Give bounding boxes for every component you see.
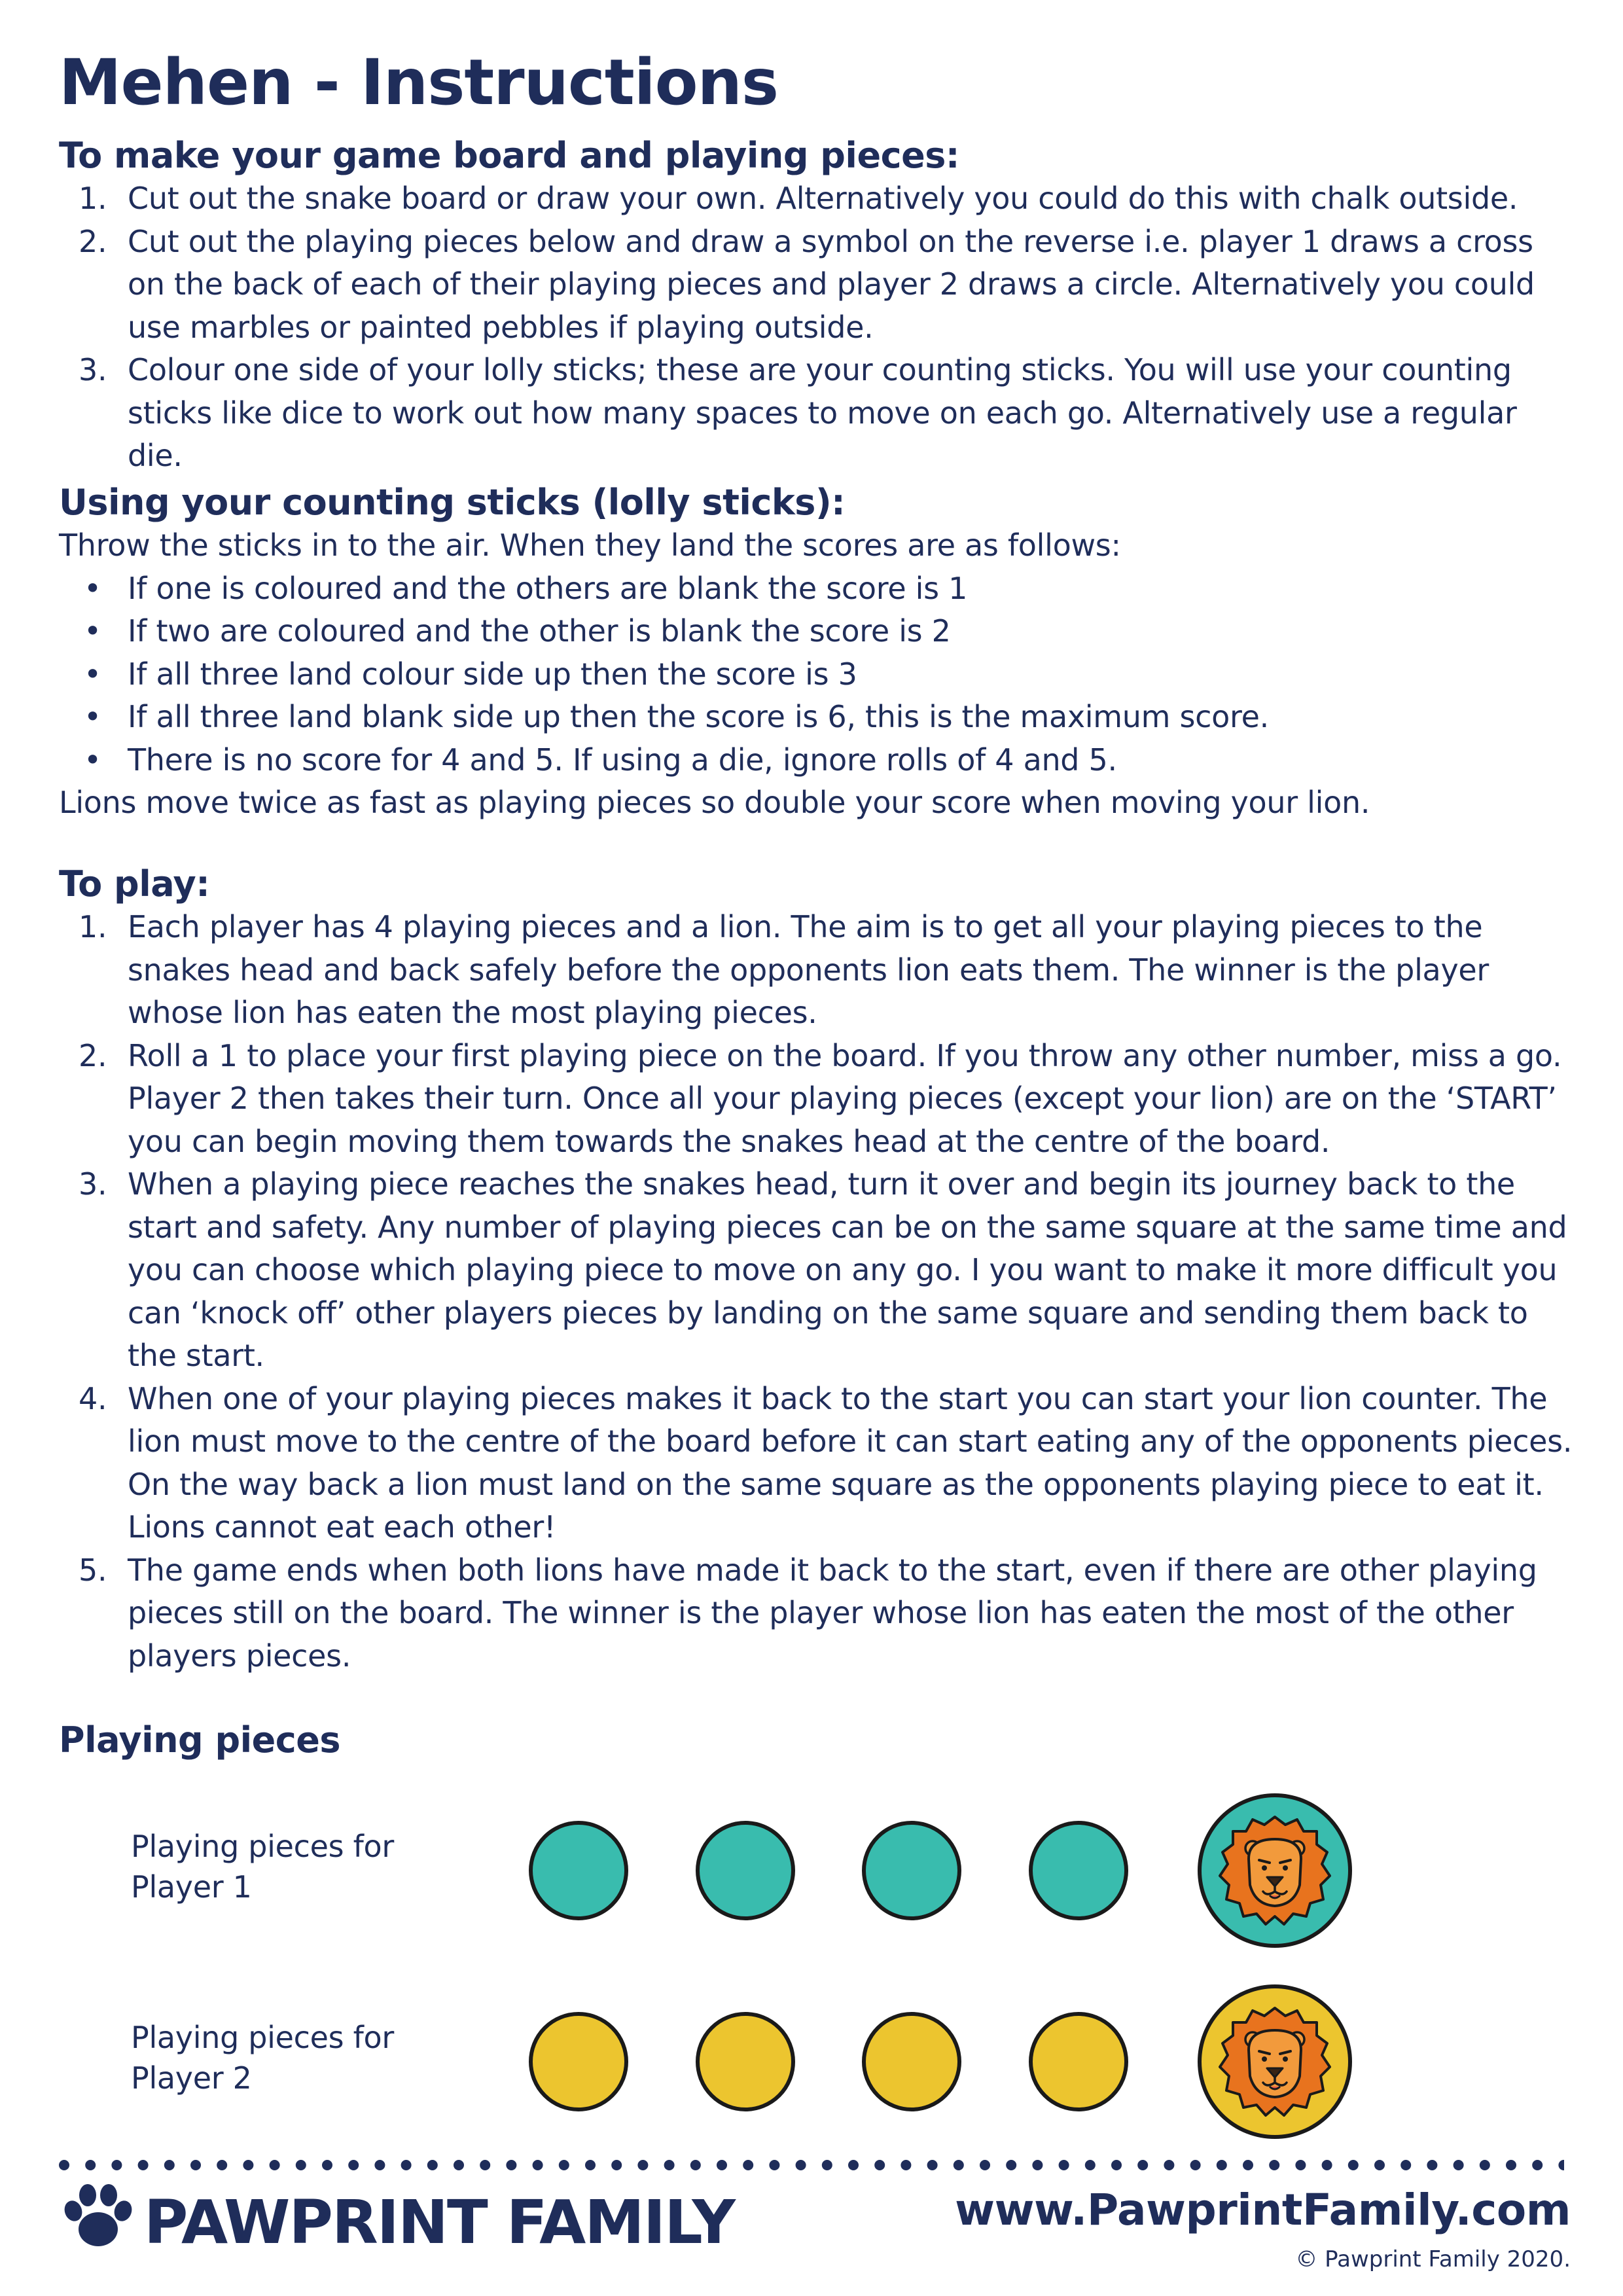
- play-step: [59, 1378, 1577, 1549]
- player2-piece: [862, 2012, 961, 2111]
- divider-dot: [1348, 2160, 1359, 2170]
- page-title: Mehen - Instructions: [59, 46, 779, 119]
- make-step: [59, 221, 1577, 350]
- divider-dot: [296, 2160, 306, 2170]
- score-rule: [59, 567, 1577, 611]
- step-number: 2.: [79, 1037, 107, 1073]
- divider-dot: [980, 2160, 990, 2170]
- divider-dot: [243, 2160, 253, 2170]
- player2-label: [131, 2017, 394, 2098]
- step-text: Roll a 1 to place your first playing piece on the board. If you throw any other number, miss a go. Player 2 then takes their turn. Once all your playing pieces (except your lion) are on the ‘START’ you can begin moving them towards the snakes head at the centre of the board.: [128, 1037, 1562, 1159]
- divider-dot: [1190, 2160, 1201, 2170]
- website-link[interactable]: www.PawprintFamily.com: [955, 2185, 1571, 2235]
- divider-dot: [611, 2160, 622, 2170]
- make-section: [59, 134, 1577, 478]
- divider-dot: [874, 2160, 885, 2170]
- player1-pieces-row: [0, 1793, 1623, 1950]
- play-step: [59, 1163, 1577, 1378]
- divider-dot: [1506, 2160, 1516, 2170]
- divider-dot: [1243, 2160, 1253, 2170]
- score-rule: [59, 696, 1577, 739]
- divider-dot: [59, 2160, 69, 2170]
- divider-dot: [822, 2160, 832, 2170]
- copyright-notice: © Pawprint Family 2020.: [1295, 2246, 1571, 2272]
- divider-dot: [1295, 2160, 1306, 2170]
- divider-dot: [506, 2160, 516, 2170]
- divider-dot: [637, 2160, 648, 2170]
- divider-dot: [1322, 2160, 1332, 2170]
- score-list: [59, 567, 1577, 782]
- rule-text: If one is coloured and the others are blank the score is 1: [128, 570, 968, 606]
- step-number: 2.: [79, 223, 107, 259]
- player2-label-line2: Player 2: [131, 2060, 252, 2096]
- play-steps: [59, 906, 1577, 1677]
- divider-dot: [901, 2160, 911, 2170]
- rule-text: There is no score for 4 and 5. If using a die, ignore rolls of 4 and 5.: [128, 742, 1117, 778]
- divider-dot: [1111, 2160, 1122, 2170]
- play-heading: To play:: [59, 863, 210, 905]
- lion-face-icon: [1202, 1797, 1348, 1944]
- step-number: 4.: [79, 1380, 107, 1416]
- divider-dot: [796, 2160, 806, 2170]
- player2-piece: [696, 2012, 795, 2111]
- divider-dot: [322, 2160, 332, 2170]
- make-step: [59, 349, 1577, 478]
- divider-dot: [1454, 2160, 1464, 2170]
- player1-lion-piece: [1198, 1793, 1352, 1948]
- step-text: Colour one side of your lolly sticks; these are your counting sticks. You will use your counting sticks like dice to work out how many spaces to move on each go. Alternatively use a regular die.: [128, 352, 1517, 473]
- player2-pieces-row: [0, 1984, 1623, 2142]
- divider-dot: [1006, 2160, 1016, 2170]
- divider-dot: [111, 2160, 122, 2170]
- divider-dot: [190, 2160, 201, 2170]
- divider-dot: [1085, 2160, 1096, 2170]
- divider-dot: [1427, 2160, 1437, 2170]
- play-section: [59, 863, 1577, 1677]
- step-number: 5.: [79, 1552, 107, 1588]
- divider-dot: [217, 2160, 227, 2170]
- player1-label: [131, 1826, 394, 1907]
- play-step: [59, 1549, 1577, 1678]
- step-text: The game ends when both lions have made it back to the start, even if there are other playing pieces still on the board. The winner is the player whose lion has eaten the most of the other players pieces.: [128, 1552, 1537, 1674]
- divider-dot: [848, 2160, 859, 2170]
- player1-label-line2: Player 1: [131, 1869, 252, 1905]
- player2-piece: [529, 2012, 628, 2111]
- player2-lion-piece: [1198, 1984, 1352, 2139]
- divider-dot: [585, 2160, 596, 2170]
- sticks-outro: Lions move twice as fast as playing pieces so double your score when moving your lion.: [59, 785, 1370, 820]
- score-rule: [59, 653, 1577, 696]
- bullet: •: [84, 656, 101, 692]
- divider-dot: [164, 2160, 175, 2170]
- score-rule: [59, 739, 1577, 782]
- divider-dot: [769, 2160, 779, 2170]
- divider-dot: [454, 2160, 464, 2170]
- divider-dot: [954, 2160, 964, 2170]
- divider-dot: [138, 2160, 149, 2170]
- score-rule: [59, 610, 1577, 653]
- dotted-divider: [59, 2159, 1564, 2172]
- step-text: Each player has 4 playing pieces and a lion. The aim is to get all your playing pieces to the snakes head and back safely before the opponents lion eats them. The winner is the player whose lion has eaten the most playing pieces.: [128, 909, 1489, 1030]
- bullet: •: [84, 613, 101, 649]
- step-number: 1.: [79, 181, 107, 216]
- step-text: When a playing piece reaches the snakes head, turn it over and begin its journey back to the start and safety. Any number of playing pieces can be on the same square at the same time and you can choose which playing piece to move on any go. I you want to make it more difficult you can ‘knock off’ other players pieces by landing on the same square and sending them back to the start.: [128, 1166, 1567, 1373]
- play-step: [59, 1035, 1577, 1164]
- rule-text: If all three land colour side up then the score is 3: [128, 656, 857, 692]
- divider-dot: [533, 2160, 543, 2170]
- divider-dot: [85, 2160, 96, 2170]
- divider-dot: [743, 2160, 753, 2170]
- divider-dot: [1269, 2160, 1279, 2170]
- pieces-heading: Playing pieces: [59, 1719, 341, 1761]
- player2-label-line1: Playing pieces for: [131, 2020, 394, 2055]
- player1-piece: [529, 1821, 628, 1920]
- player1-piece: [696, 1821, 795, 1920]
- divider-dot: [927, 2160, 938, 2170]
- step-number: 1.: [79, 909, 107, 944]
- step-number: 3.: [79, 1166, 107, 1202]
- divider-dot: [559, 2160, 569, 2170]
- divider-dot: [1217, 2160, 1227, 2170]
- divider-dot: [717, 2160, 727, 2170]
- step-number: 3.: [79, 352, 107, 387]
- divider-dot: [374, 2160, 385, 2170]
- play-step: [59, 906, 1577, 1035]
- brand-logo: [59, 2181, 734, 2257]
- divider-dot: [1059, 2160, 1069, 2170]
- step-text: When one of your playing pieces makes it back to the start you can start your lion counter. The lion must move to the centre of the board before it can start eating any of the opponents pieces. On the way back a lion must land on the same square as the opponents playing piece to eat it. Lions cannot eat each other!: [128, 1380, 1573, 1545]
- rule-text: If all three land blank side up then the score is 6, this is the maximum score.: [128, 699, 1269, 734]
- divider-dot: [1137, 2160, 1148, 2170]
- make-steps: [59, 177, 1577, 478]
- player1-label-line1: Playing pieces for: [131, 1829, 394, 1864]
- divider-dot: [1164, 2160, 1174, 2170]
- divider-dot: [401, 2160, 412, 2170]
- divider-dot: [348, 2160, 359, 2170]
- divider-dot: [270, 2160, 280, 2170]
- player1-piece: [862, 1821, 961, 1920]
- divider-dot: [1400, 2160, 1411, 2170]
- step-text: Cut out the snake board or draw your own. Alternatively you could do this with chalk outside.: [128, 181, 1518, 216]
- bullet: •: [84, 570, 101, 606]
- sticks-section: [59, 481, 1577, 825]
- player2-piece: [1029, 2012, 1128, 2111]
- divider-dot: [480, 2160, 490, 2170]
- rule-text: If two are coloured and the other is blank the score is 2: [128, 613, 951, 649]
- divider-dot: [1532, 2160, 1543, 2170]
- divider-dot: [427, 2160, 438, 2170]
- paw-icon: [59, 2181, 137, 2253]
- sticks-intro: Throw the sticks in to the air. When they land the scores are as follows:: [59, 528, 1121, 563]
- bullet: •: [84, 699, 101, 734]
- divider-dot: [1480, 2160, 1490, 2170]
- bullet: •: [84, 742, 101, 778]
- divider-dot: [1374, 2160, 1385, 2170]
- divider-dot: [1558, 2160, 1564, 2170]
- divider-dot: [664, 2160, 675, 2170]
- make-heading: To make your game board and playing pieces:: [59, 135, 959, 176]
- step-text: Cut out the playing pieces below and draw a symbol on the reverse i.e. player 1 draws a cross on the back of each of their playing pieces and player 2 draws a circle. Alternatively you could use marbles or painted pebbles if playing outside.: [128, 223, 1535, 345]
- sticks-heading: Using your counting sticks (lolly sticks):: [59, 482, 846, 523]
- make-step: [59, 177, 1577, 221]
- divider-dot: [1032, 2160, 1043, 2170]
- player1-piece: [1029, 1821, 1128, 1920]
- divider-dot: [690, 2160, 701, 2170]
- lion-face-icon: [1202, 1988, 1348, 2135]
- brand-name: PAWPRINT FAMILY: [144, 2187, 734, 2257]
